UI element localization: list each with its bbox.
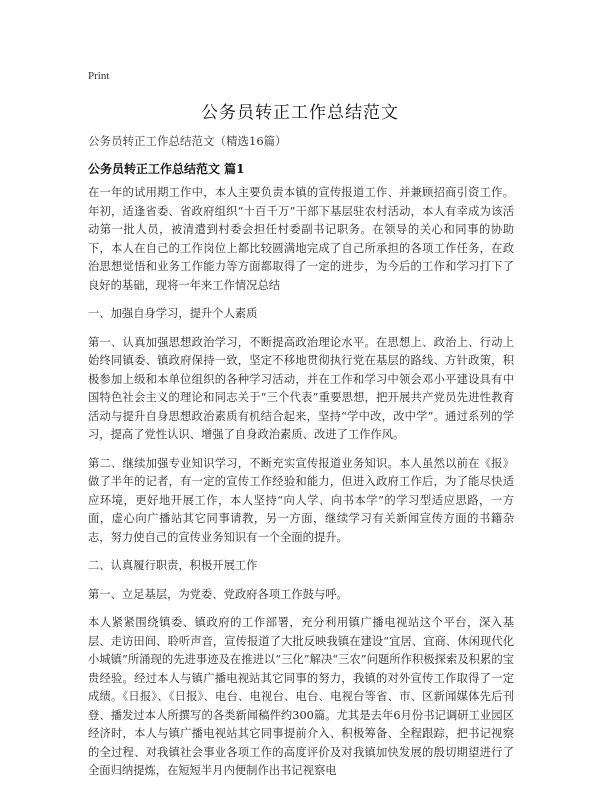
paragraph: 在一年的试用期工作中，本人主要负责本镇的宣传报道工作、并兼顾招商引资工作。年初，适逢省委、省政府组织“十百千万”干部下基层驻农村活动，本人有幸成为该活动第一批人员，被清遣到村委会担任村委副书记职务。在领导的关心和同事的协助下，本人在自己的工作岗位上都比较圆满地完成了自己所承担的各项工作任务，在政治思想觉悟和业务工作能力等方面都取得了一定的进步，为今后的工作和学习打下了良好的基础，现将一年来工作情况总结: [88, 186, 514, 292]
paragraph: 本人紧紧围绕镇委、镇政府的工作部署，充分利用镇广播电视站这个平台，深入基层、走访田间、聆听声音，宣传报道了大批反映我镇在建设“宜居、宜商、休闲现代化小城镇”所涌现的先进事迹及在推进以“三化”解决“三农”问题所作积极探索及积累的宝贵经验。经过本人与镇广播电视站其它同事的努力，我镇的对外宣传工作取得了一定成绩。《日报》、《日报》、电台、电视台、电台、电视台等省、市、区新闻媒体先后刊登、播发过本人所撰写的各类新闻稿件约300篇。尤其是去年6月份书记调研工业园区经济时，本人与镇广播电视站其它同事提前介入、积极筹备、全程跟踪，把书记视察的全过程、对我镇社会事业各项工作的高度评价及对我镇加快发展的殷切期望进行了全面归纳提炼，在短短半月内便制作出书记视察电: [88, 616, 514, 777]
paragraph: 第一、立足基层，为党委、党政府各项工作鼓与呼。: [88, 587, 348, 601]
paragraph: 第二、继续加强专业知识学习，不断充实宣传报道业务知识。本人虽然以前在《报》做了半年的记者，有一定的宣传工作经验和能力，但进入政府工作后，为了能尽快适应环境，更好地开展工作，本人坚持“向人学、向书本学”的学习型适应思路，一方面，虚心向广播站其它同事请教，另一方面，继续学习有关新闻宣传方面的书籍杂志，努力使自己的宣传业务知识有一个全面的提升。: [88, 456, 514, 544]
paragraph: 第一、认真加强思想政治学习，不断提高政治理论水平。在思想上、政治上、行动上始终同镇委、镇政府保持一致，坚定不移地贯彻执行党在基层的路线、方针政策，积极参加上级和本单位组织的各种学习活动，并在工作和学习中领会邓小平建设具有中国特色社会主义的理论和同志关于“三个代表”重要思想，把开展共产党员先进性教育活动与提升自身思想政治素质有机结合起来，坚持“学中改，改中学”。通过系列的学习，提高了党性认识、增强了自身政治素质、改进了工作作风。: [88, 335, 514, 441]
print-label[interactable]: Print: [88, 70, 110, 82]
section-heading: 公务员转正工作总结范文 篇1: [88, 162, 245, 176]
document-body: [88, 184, 514, 791]
paragraph-heading: 一、加强自身学习，提升个人素质: [88, 307, 258, 320]
paragraph-heading: 二、认真履行职责，积极开展工作: [88, 559, 258, 572]
document-title: 公务员转正工作总结范文: [201, 103, 399, 123]
document-subtitle: 公务员转正工作总结范文（精选16篇）: [88, 134, 287, 148]
